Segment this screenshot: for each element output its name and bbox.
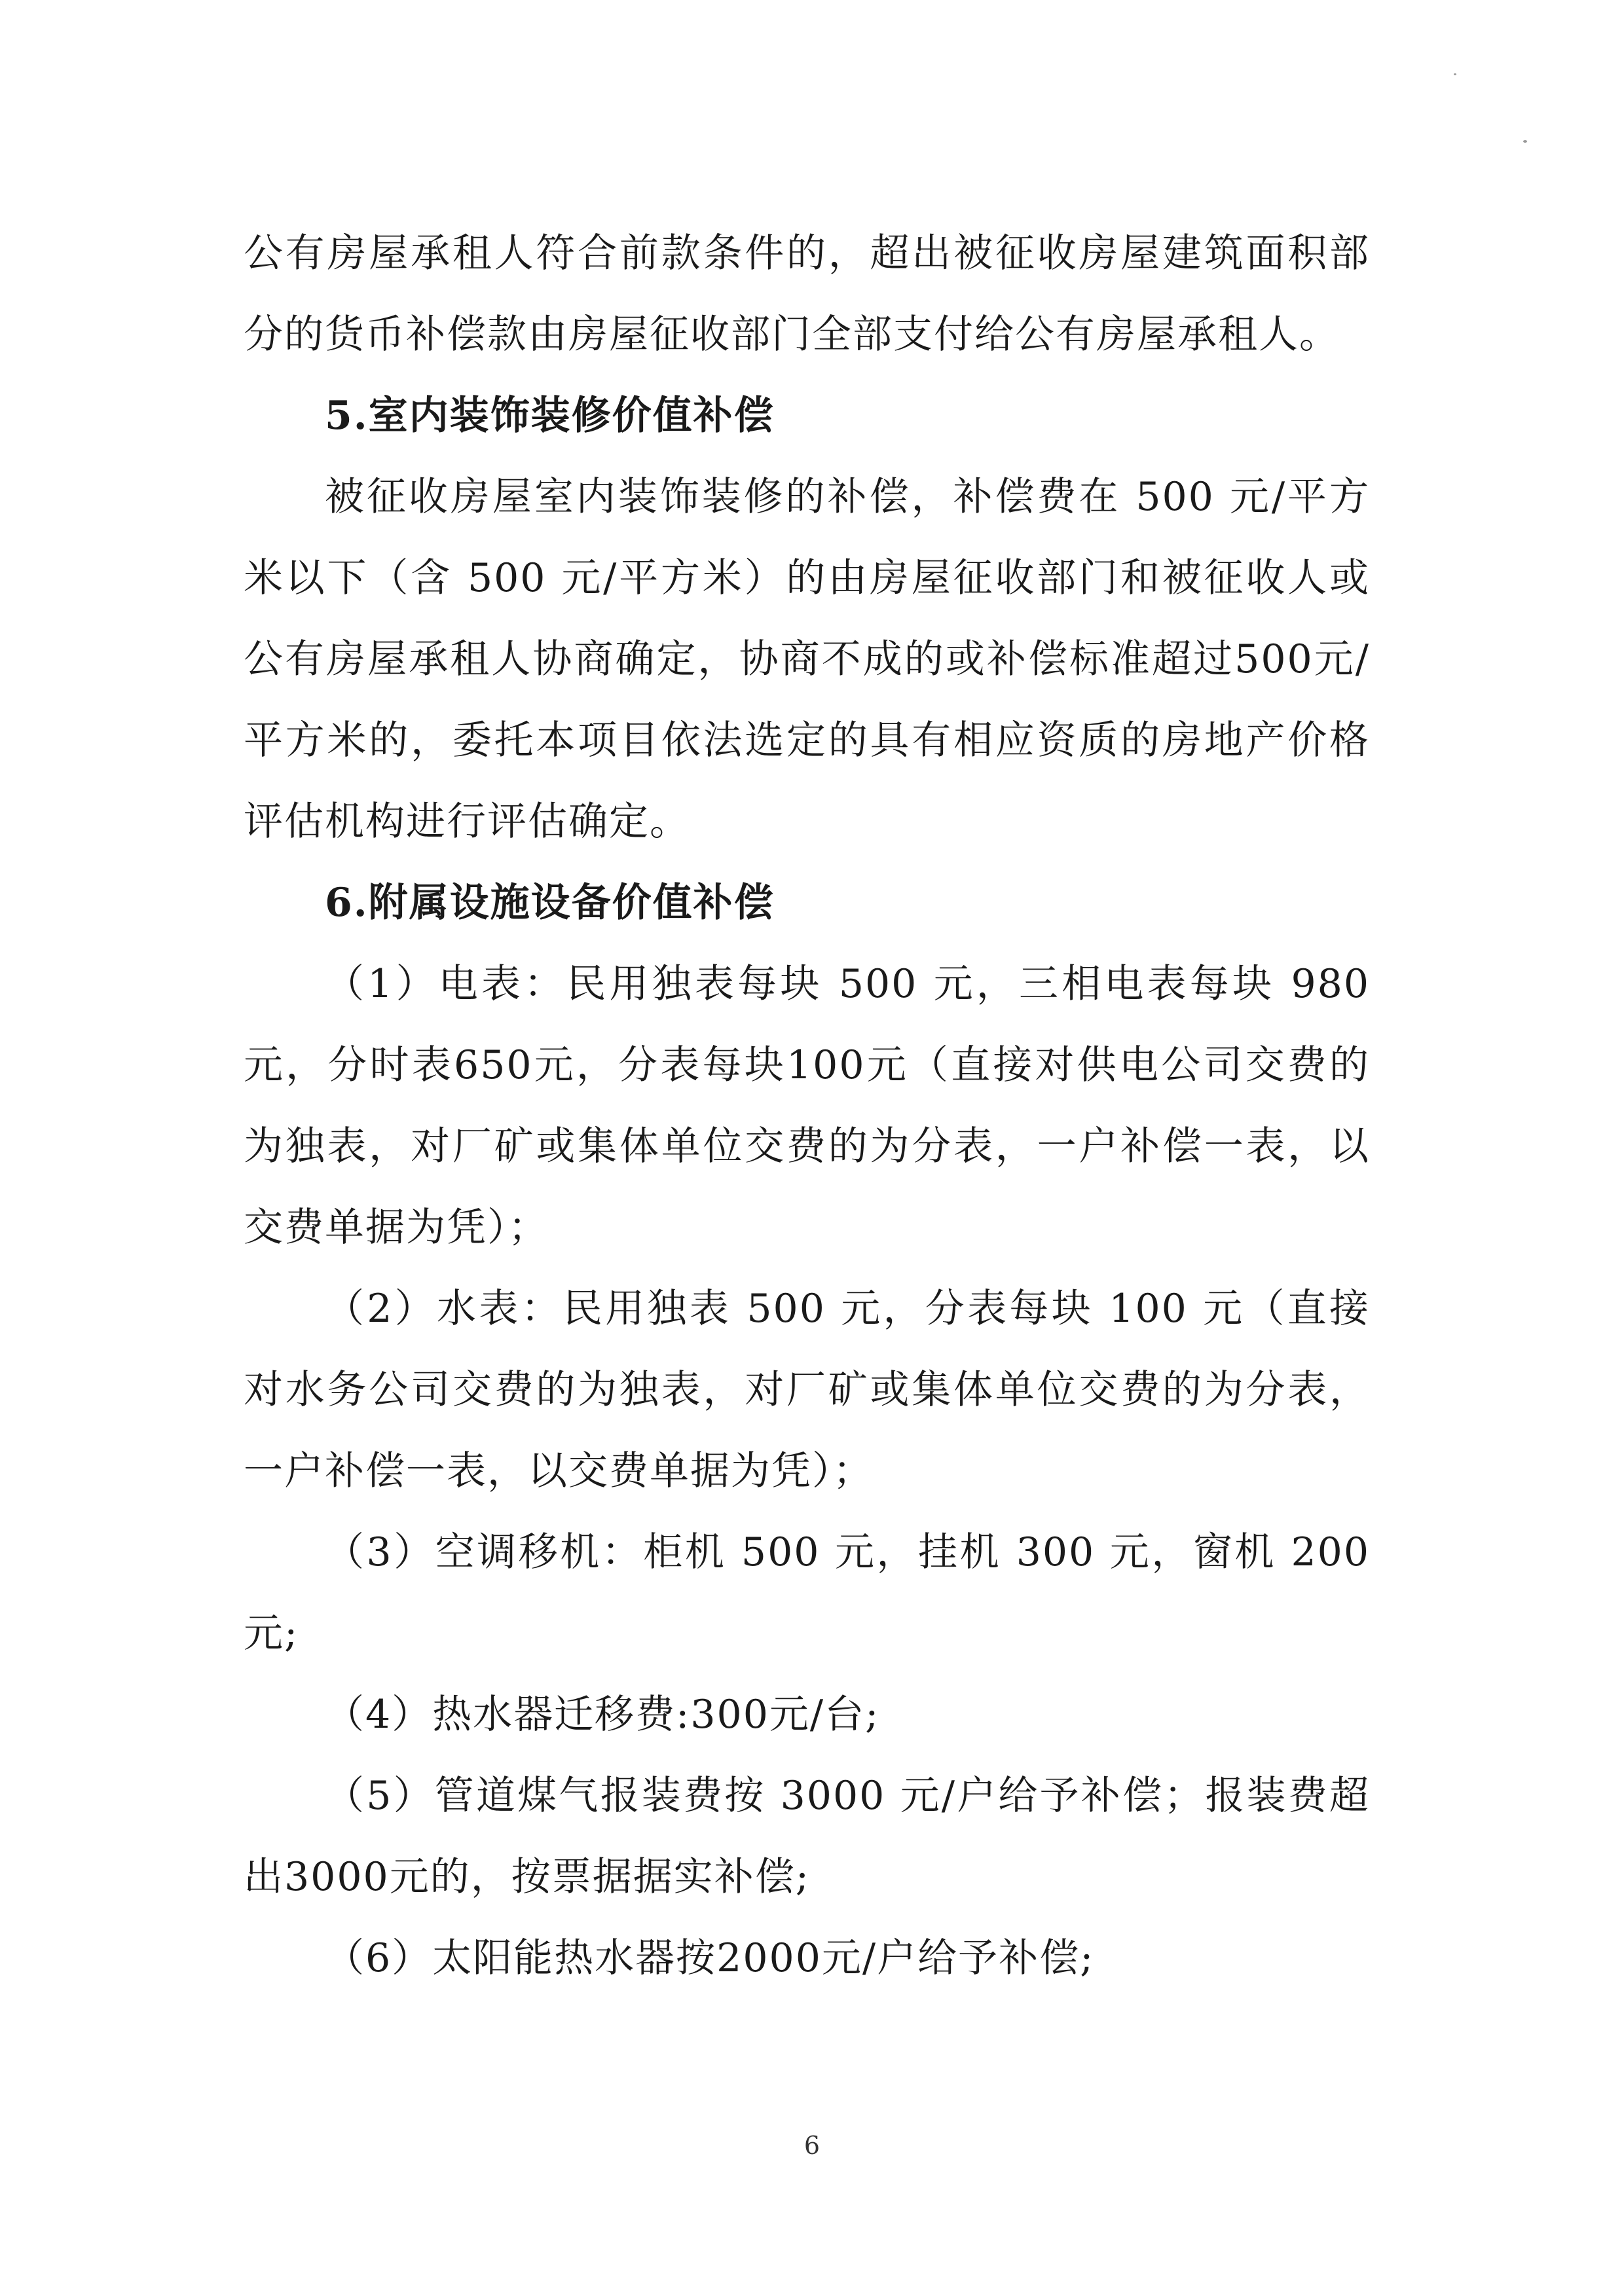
document-body bbox=[244, 213, 1370, 1999]
section-heading-5: 5.室内装饰装修价值补偿 bbox=[325, 393, 775, 439]
body-paragraph: 被征收房屋室内装饰装修的补偿，补偿费在 500 元/平方米以下（含 500 元/平方米）的由房屋征收部门和被征收人或公有房屋承租人协商确定，协商不成的或补偿标准超过500元/平方米的，委托本项目依法选定的具有相应资质的房地产价格评估机构进行评估确定。 bbox=[244, 474, 1370, 845]
scan-speck bbox=[1454, 73, 1456, 75]
scan-speck bbox=[1523, 140, 1527, 143]
list-item-water-heater: （4）热水器迁移费:300元/台; bbox=[325, 1692, 880, 1738]
list-item-solar-heater: （6）太阳能热水器按2000元/户给予补偿; bbox=[325, 1935, 1095, 1981]
page-number: 6 bbox=[803, 2131, 821, 2160]
section-heading-6: 6.附属设施设备价值补偿 bbox=[325, 880, 775, 926]
list-item-electric-meter: （1）电表：民用独表每块 500 元，三相电表每块 980元，分时表650元，分表每块100元（直接对供电公司交费的为独表，对厂矿或集体单位交费的为分表，一户补偿一表，以交费单据为凭）； bbox=[244, 961, 1370, 1250]
list-item-gas-installation: （5）管道煤气报装费按 3000 元/户给予补偿；报装费超出3000元的，按票据据实补偿; bbox=[244, 1773, 1370, 1900]
list-item-air-conditioner: （3）空调移机：柜机 500 元，挂机 300 元，窗机 200元; bbox=[244, 1529, 1370, 1656]
body-paragraph: 公有房屋承租人符合前款条件的，超出被征收房屋建筑面积部分的货币补偿款由房屋征收部门全部支付给公有房屋承租人。 bbox=[244, 230, 1370, 357]
list-item-water-meter: （2）水表：民用独表 500 元，分表每块 100 元（直接对水务公司交费的为独表，对厂矿或集体单位交费的为分表，一户补偿一表，以交费单据为凭）； bbox=[244, 1286, 1370, 1494]
